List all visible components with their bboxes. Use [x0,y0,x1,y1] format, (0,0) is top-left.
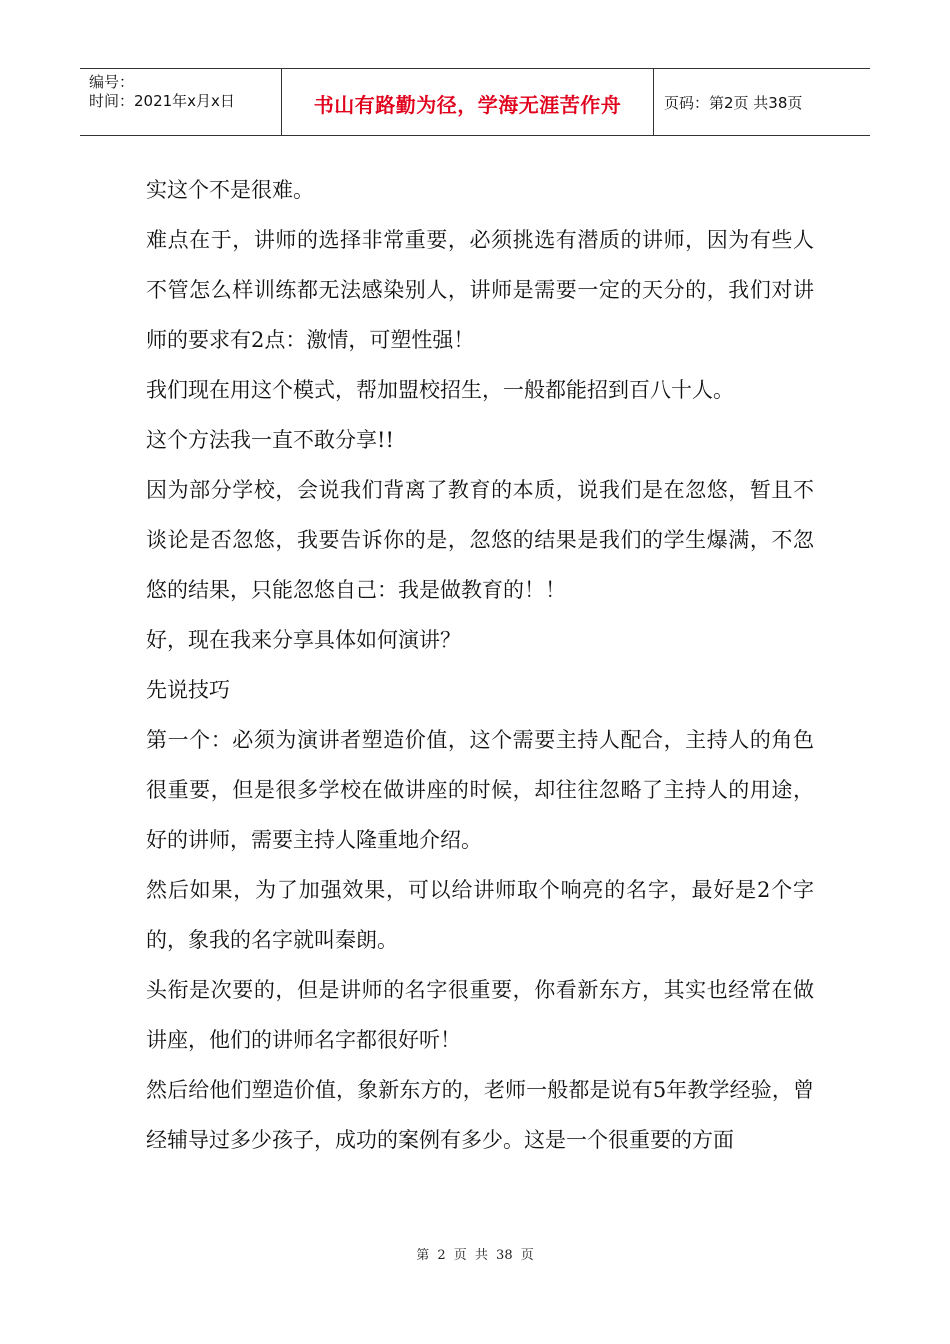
paragraph: 这个方法我一直不敢分享!! [146,428,394,452]
paragraph: 第一个：必须为演讲者塑造价值，这个需要主持人配合，主持人的角色很重要，但是很多学校在做讲座的时候，却往往忽略了主持人的用途，好的讲师，需要主持人隆重地介绍。 [146,728,814,852]
paragraph: 然后给他们塑造价值，象新东方的，老师一般都是说有5年教学经验，曾经辅导过多少孩子，成功的案例有多少。这是一个很重要的方面 [146,1078,814,1152]
page-footer [0,1244,950,1263]
header-page-info: 页码：第2页 共38页 [664,93,803,112]
header-meta-cell [80,69,282,135]
paragraph: 然后如果，为了加强效果，可以给讲师取个响亮的名字，最好是2个字的，象我的名字就叫秦朗。 [146,878,814,952]
header-motto-cell [282,69,654,135]
paragraph: 好，现在我来分享具体如何演讲？ [146,628,461,652]
date-label: 时间：2021年x月x日 [89,92,235,110]
document-body [146,165,814,1165]
paragraph: 因为部分学校，会说我们背离了教育的本质，说我们是在忽悠，暂且不谈论是否忽悠，我要告诉你的是，忽悠的结果是我们的学生爆满，不忽悠的结果，只能忽悠自己：我是做教育的！！ [146,478,814,602]
paragraph: 我们现在用这个模式，帮加盟校招生，一般都能招到百八十人。 [146,378,734,402]
paragraph: 头衔是次要的，但是讲师的名字很重要，你看新东方，其实也经常在做讲座，他们的讲师名字都很好听！ [146,978,814,1052]
paragraph: 实这个不是很难。 [146,178,314,202]
header-page-cell [654,69,870,135]
paragraph: 先说技巧 [146,678,230,702]
header-motto: 书山有路勤为径，学海无涯苦作舟 [313,92,622,117]
page-header [80,68,870,136]
doc-number-label: 编号： [89,73,135,91]
paragraph: 难点在于，讲师的选择非常重要，必须挑选有潜质的讲师，因为有些人不管怎么样训练都无法感染别人，讲师是需要一定的天分的，我们对讲师的要求有2点：激情，可塑性强！ [146,228,814,352]
footer-page-number: 第 2 页 共 38 页 [416,1248,534,1263]
